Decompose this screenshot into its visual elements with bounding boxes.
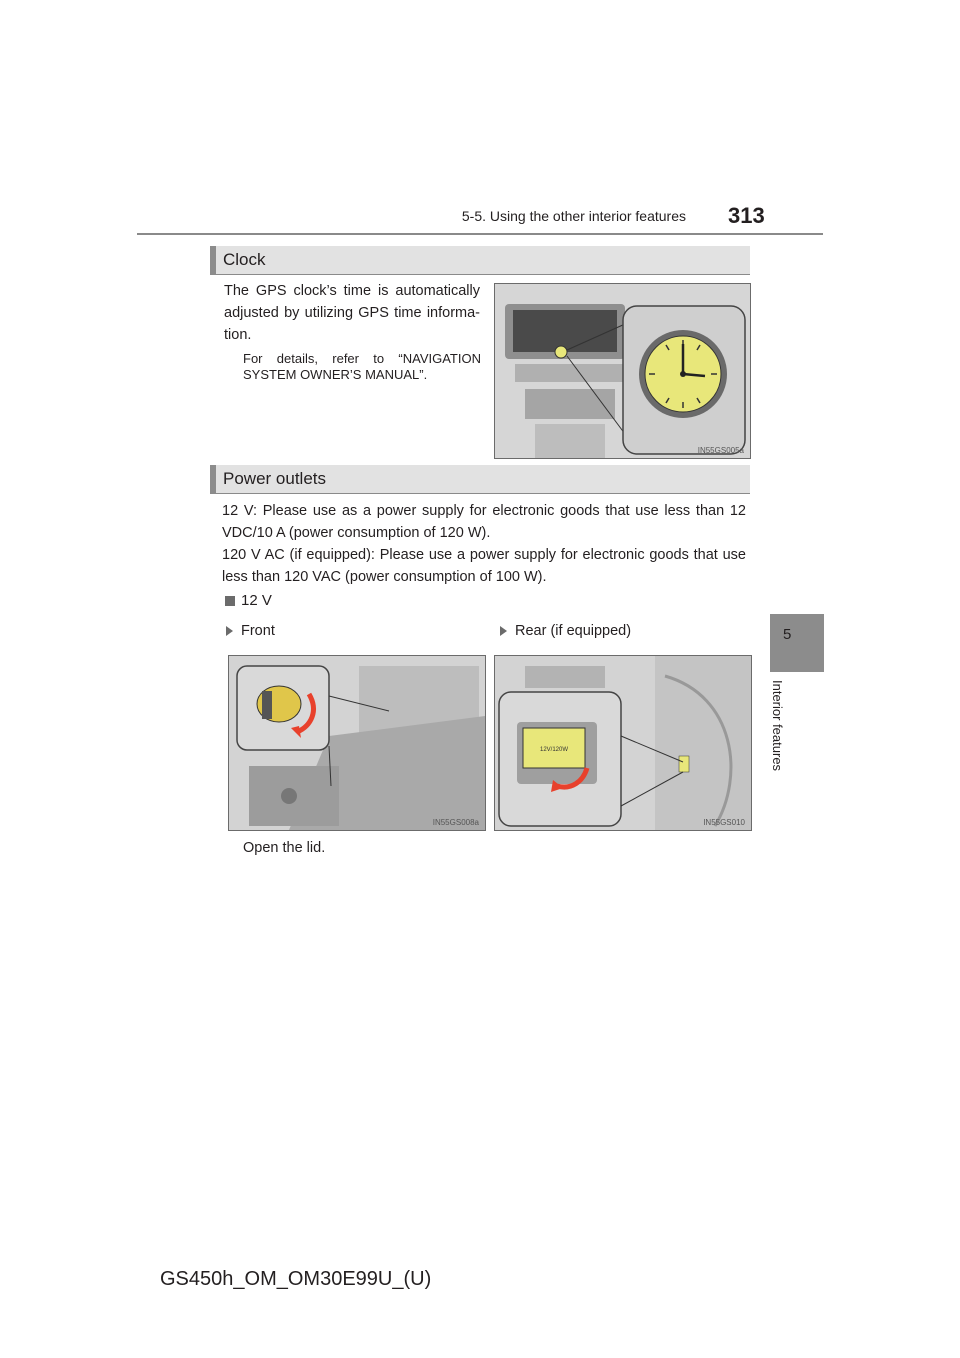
section-heading-text: Clock xyxy=(223,250,266,269)
chapter-label: Interior features xyxy=(770,680,785,772)
chapter-tab xyxy=(770,614,824,672)
document-code: GS450h_OM_OM30E99U_(U) xyxy=(160,1268,432,1290)
chapter-number: 5 xyxy=(783,626,792,643)
clock-note: For details, refer to “NAVIGATION SYSTEM OWNER’S MANUAL”. xyxy=(243,351,481,382)
square-bullet-icon xyxy=(225,596,235,606)
front-outlet-figure xyxy=(228,655,486,831)
triangle-bullet-icon xyxy=(226,626,233,636)
power-outlets-para-120v: 120 V AC (if equipped): Please use a power supply for electronic goods that use less than 120 VAC (power consumption of 100 W). xyxy=(222,547,746,585)
running-header: 5-5. Using the other interior features xyxy=(461,208,686,224)
front-console-illustration xyxy=(229,656,485,830)
dashboard-illustration xyxy=(495,284,750,458)
figure-code: IN55GS008a xyxy=(432,818,479,827)
section-heading-text: Power outlets xyxy=(223,469,326,488)
clock-description: The GPS clock’s time is automatically adjusted by utilizing GPS time informa-tion. xyxy=(224,283,480,343)
front-label-text: Front xyxy=(241,623,275,639)
front-label xyxy=(226,623,275,639)
section-heading-power-outlets xyxy=(210,465,750,494)
power-outlets-para-12v: 12 V: Please use as a power supply for electronic goods that use less than 12 VDC/10 A (power consumption of 120 W). xyxy=(222,503,746,541)
section-heading-clock xyxy=(210,246,750,275)
rear-outlet-figure xyxy=(494,655,752,831)
rear-label xyxy=(500,623,631,639)
rear-console-illustration xyxy=(495,656,751,830)
chapter-label-wrapper xyxy=(771,680,791,790)
socket-label: 12V/120W xyxy=(539,747,569,753)
page-number: 313 xyxy=(728,203,765,228)
rear-label-text: Rear (if equipped) xyxy=(515,623,632,639)
triangle-bullet-icon xyxy=(500,626,507,636)
figure-code: IN55GS010 xyxy=(703,818,745,827)
figure-code: IN55GS005a xyxy=(697,446,744,455)
clock-figure xyxy=(494,283,751,459)
subheading-text: 12 V xyxy=(241,592,272,609)
instruction-text: Open the lid. xyxy=(243,840,326,856)
header-divider xyxy=(137,233,823,235)
subheading-12v xyxy=(225,592,272,609)
